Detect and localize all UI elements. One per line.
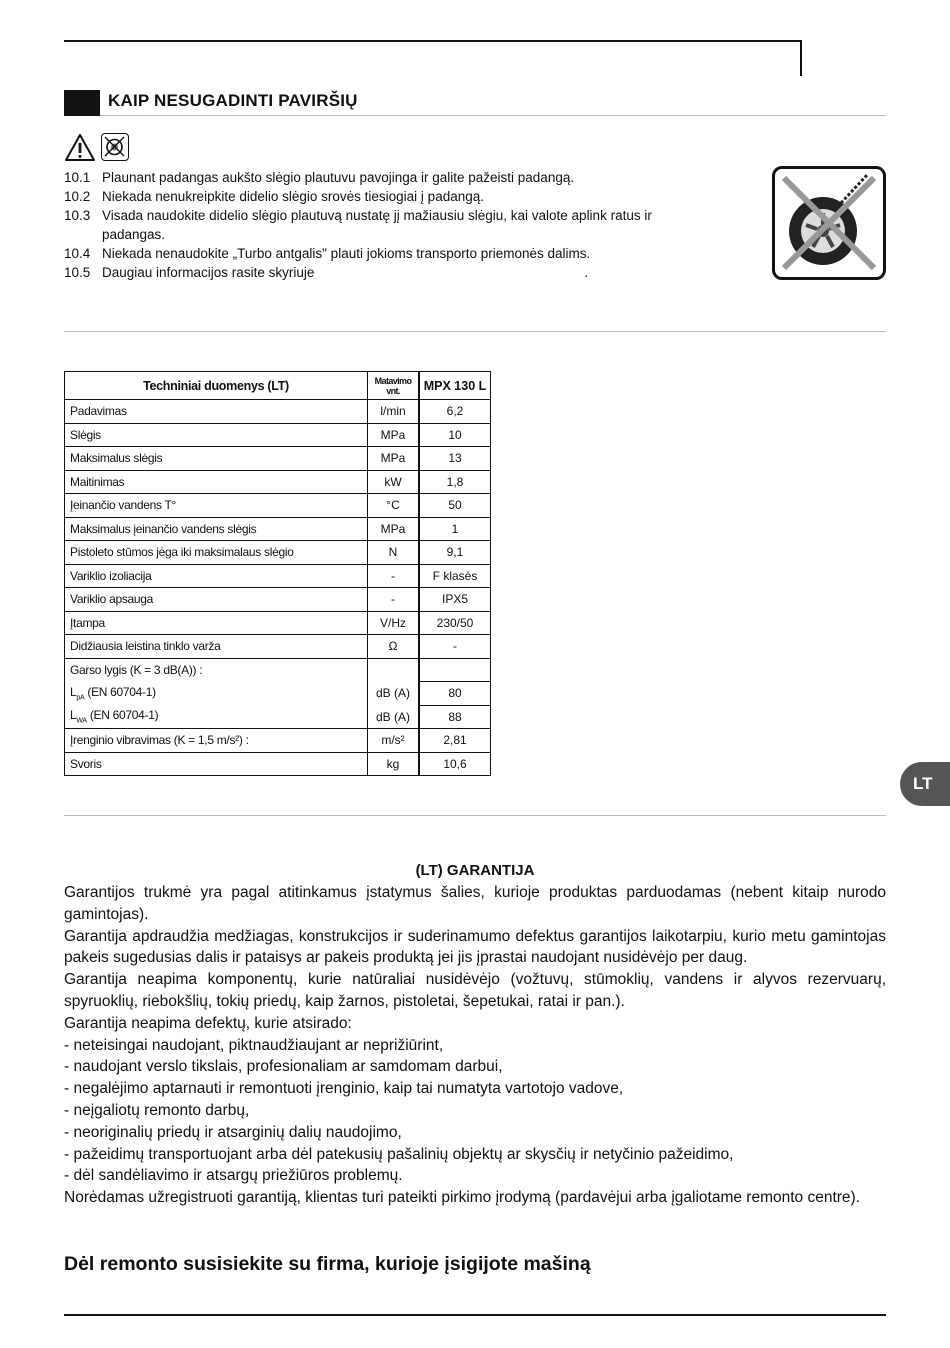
warranty-exclusion: - dėl sandėliavimo ir atsargų priežiūros problemų. (64, 1167, 403, 1185)
instruction-list (64, 168, 714, 282)
warranty-exclusion: - naudojant verslo tikslais, profesionaliam ar samdomam darbui, (64, 1058, 503, 1076)
warranty-paragraph: Garantija neapima defektų, kurie atsirado: (64, 1014, 352, 1032)
language-tab: LT (900, 762, 950, 806)
table-row: Įrenginio vibravimas (K = 1,5 m/s²) : m/s² 2,81 (65, 729, 491, 753)
table-row: Pistoleto stūmos jėga iki maksimalaus slėgio N 9,1 (65, 541, 491, 565)
divider (64, 815, 886, 816)
table-row: Padavimas l/min 6,2 (65, 400, 491, 424)
read-manual-icon (101, 133, 129, 161)
warranty-exclusion: - neoriginalių priedų ir atsarginių dalių naudojimo, (64, 1123, 402, 1141)
table-row: Variklio apsauga - IPX5 (65, 588, 491, 612)
warranty-text (64, 882, 886, 1209)
header-param: Techniniai duomenys (LT) (65, 372, 368, 400)
warranty-paragraph: Norėdamas užregistruoti garantiją, klientas turi pateikti pirkimo įrodymą (pardavėjui arba įgaliotame remonto centre). (64, 1189, 861, 1207)
warranty-title: (LT) GARANTIJA (415, 862, 535, 879)
warranty-exclusion: - pažeidimų transportuojant arba dėl patekusių pašalinių objektų ar skysčių ir netyčinio pažeidimo, (64, 1145, 734, 1163)
table-row: Garso lygis (K = 3 dB(A)) : (65, 658, 491, 682)
table-row: Maksimalus slėgis MPa 13 (65, 447, 491, 471)
section-title: KAIP NESUGADINTI PAVIRŠIŲ (108, 91, 358, 110)
list-item: 10.3 Visada naudokite didelio slėgio plautuvą nustatę jį mažiausiu slėgiu, kai valote aplink ratus ir padangas. (64, 208, 652, 242)
bottom-border-line (64, 1314, 886, 1316)
table-row: Didžiausia leistina tinklo varža Ω - (65, 635, 491, 659)
warranty-paragraph: Garantijos trukmė yra pagal atitinkamus įstatymus šalies, kurioje produktas parduodamas (nebent kitaip nurodo gamintojas). (64, 884, 886, 923)
table-header-row (65, 372, 491, 400)
section-underline (100, 115, 886, 116)
no-spray-on-tire-icon (772, 166, 886, 280)
table-row: Įeinančio vandens T° °C 50 (65, 494, 491, 518)
list-item: 10.1 Plaunant padangas aukšto slėgio plautuvu pavojinga ir galite pažeisti padangą. (64, 170, 575, 185)
table-row: Maksimalus įeinančio vandens slėgis MPa 1 (65, 517, 491, 541)
table-row: Slėgis MPa 10 (65, 423, 491, 447)
warranty-exclusion: - neįgaliotų remonto darbų, (64, 1101, 250, 1119)
list-item: 10.2 Niekada nenukreipkite didelio slėgio srovės tiesiogiai į padangą. (64, 189, 484, 204)
table-row: $L_{WA}$ (EN 60704-1) dB (A) 88 (65, 705, 491, 729)
warning-triangle-icon (64, 133, 96, 167)
table-row: Maitinimas kW 1,8 (65, 470, 491, 494)
header-model: MPX 130 L (420, 372, 491, 400)
warranty-paragraph: Garantija apdraudžia medžiagas, konstrukcijos ir suderinamumo defektus garantijos laikotarpiu, kurio metu gamintojas pakeis sugedusias dalis ir pataisys ar pakeis produktą jei jis įprastai naudojant nusidėvėjo per daug. (64, 927, 886, 967)
table-row: Variklio izoliacija - F klasės (65, 564, 491, 588)
table-row: Svoris kg 10,6 (65, 752, 491, 776)
divider (64, 331, 886, 332)
top-border-corner (800, 40, 802, 76)
list-item: 10.5 Daugiau informacijos rasite skyriuje . (64, 265, 589, 280)
warranty-exclusion: - neteisingai naudojant, piktnaudžiaujant ar neprižiūrint, (64, 1036, 444, 1054)
repair-contact-heading: Dėl remonto susisiekite su firma, kurioje įsigijote mašiną (64, 1253, 591, 1275)
top-border-line (64, 40, 802, 42)
warranty-paragraph: Garantija neapima komponentų, kurie natūraliai nusidėvėjo (vožtuvų, stūmoklių, vandens ir alyvos rezervuarų, spyruoklių, riebokšlių, tokių priedų, kaip žarnos, pistoletai, šepetukai, ratai ir pan.). (64, 971, 886, 1010)
technical-data-table (64, 371, 491, 776)
header-unit: Matavimo vnt. (368, 372, 419, 400)
table-row: $L_{pA}$ (EN 60704-1) dB (A) 80 (65, 682, 491, 706)
warranty-exclusion: - negalėjimo aptarnauti ir remontuoti įrenginio, kaip tai numatyta vartotojo vadove, (64, 1080, 624, 1098)
table-row: Įtampa V/Hz 230/50 (65, 611, 491, 635)
list-item: 10.4 Niekada nenaudokite „Turbo antgalis" plauti jokioms transporto priemonės dalims. (64, 246, 591, 261)
section-marker (64, 90, 100, 116)
